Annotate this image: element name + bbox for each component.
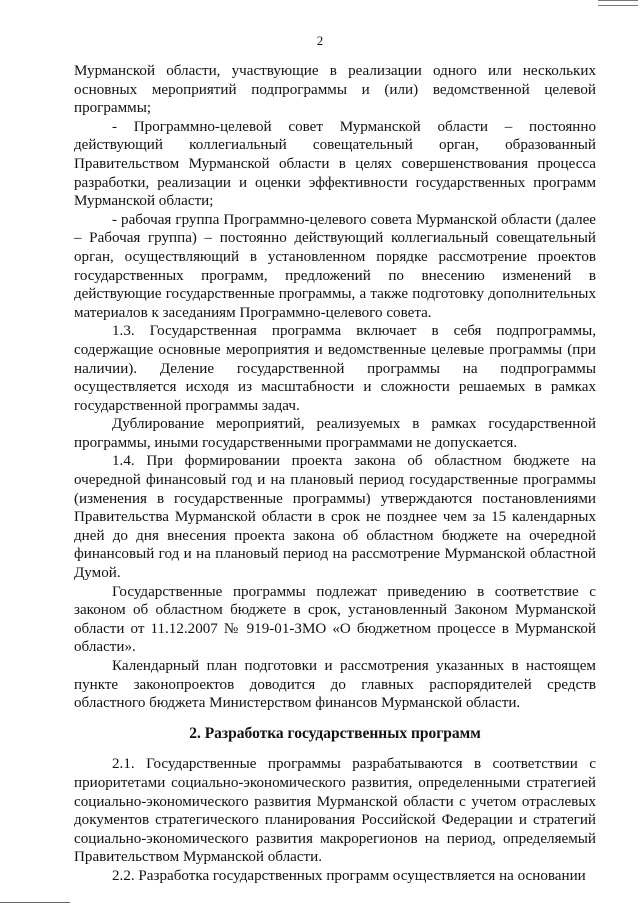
paragraph-continuation: Мурманской области, участвующие в реализации одного или нескольких основных мероприятий подпрограммы и (или) ведомственной целевой программы; <box>74 63 596 117</box>
paragraph-2-1: 2.1. Государственные программы разрабатываются в соответствии с приоритетами социально-экономического развития, определенными стратегией социально-экономического развития Мурманской области с учетом отраслевых документов стратегического планирования Российской Федерации и стратегий социально-экономического развития макрорегионов на период, определяемый Правительством Мурманской области. <box>74 756 596 866</box>
scan-bottom-line <box>0 902 70 903</box>
page-number: 2 <box>316 33 324 48</box>
scan-corner-mark <box>598 0 638 6</box>
paragraph-definition-working-group: - рабочая группа Программно-целевого совета Мурманской области (далее – Рабочая группа) – постоянно действующий коллегиальный совещательный орган, осуществляющий в установленном порядке рассмотрение проектов государственных программ, предложений по внесению изменений в действующие государственные программы, а также подготовку дополнительных материалов к заседаниям Программно-целевого совета. <box>74 211 596 321</box>
paragraph-1-3: 1.3. Государственная программа включает в себя подпрограммы, содержащие основные мероприятия и ведомственные целевые программы (при наличии). Деление государственной программы на подпрограммы осуществляется исходя из масштабности и сложности решаемых в рамках государственной программы задач. <box>74 323 596 414</box>
paragraph-definition-council: - Программно-целевой совет Мурманской области – постоянно действующий коллегиальный совещательный орган, образованный Правительством Мурманской области в целях совершенствования процесса разработки, реализации и оценки эффективности государственных программ Мурманской области; <box>74 118 596 210</box>
section-heading: 2. Разработка государственных программ <box>189 724 481 742</box>
paragraph-duplication: Дублирование мероприятий, реализуемых в рамках государственной программы, иными государственными программами не допускается. <box>74 416 596 451</box>
paragraph-1-4: 1.4. При формировании проекта закона об областном бюджете на очередной финансовый год и на плановый период государственные программы (изменения в государственные программы) утверждаются постановлениями Правительства Мурманской области в срок не позднее чем за 15 календарных дней до дня внесения проекта закона об областном бюджете на очередной финансовый год и на плановый период на рассмотрение Мурманской областной Думой. <box>74 453 596 582</box>
paragraph-2-2: 2.2. Разработка государственных программ осуществляется на основании <box>112 867 586 884</box>
paragraph-conformance: Государственные программы подлежат приведению в соответствие с законом об областном бюджете в срок, установленный Законом Мурманской области от 11.12.2007 № 919-01-ЗМО «О бюджетном процессе в Мурманской области». <box>74 583 596 656</box>
paragraph-calendar-plan: Календарный план подготовки и рассмотрения указанных в настоящем пункте законопроектов доводится до главных распорядителей средств областного бюджета Министерством финансов Мурманской области. <box>74 658 596 712</box>
document-body <box>74 62 596 886</box>
